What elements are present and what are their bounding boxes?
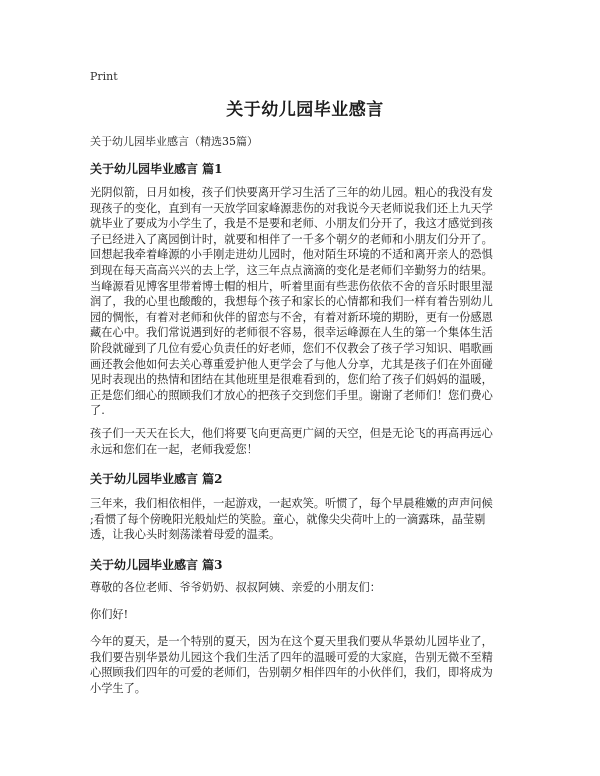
text-line: 我们要告别华景幼儿园这个我们生活了四年的温暖可爱的大家庭，告别无微不至精	[90, 650, 493, 664]
page-title: 关于幼儿园毕业感言	[226, 100, 384, 120]
text-line: ;看惯了每个傍晚阳光般灿烂的笑脸。童心，就像尖尖荷叶上的一滴露珠，晶莹剔	[90, 512, 486, 526]
paragraph	[90, 607, 520, 623]
text-line: 阶段就碰到了几位有爱心负责任的好老师，您们不仅教会了孩子学习知识、唱歌画	[90, 341, 493, 355]
text-line: 今年的夏天，是一个特别的夏天，因为在这个夏天里我们要从华景幼儿园毕业了，	[90, 635, 493, 648]
text-line: 子已经进入了离园倒计时，就要和相伴了一千多个朝夕的老师和小朋友们分开了。	[90, 232, 493, 246]
text-line: 就毕业了要成为小学生了，我是不是要和老师、小朋友们分开了，我这才感觉到孩	[90, 217, 493, 231]
text-line: 心照顾我们四年的可爱的老师们，告别朝夕相伴四年的小伙伴们，我们，即将成为	[90, 666, 493, 680]
section-heading-1: 关于幼儿园毕业感言 篇1	[90, 162, 223, 176]
section-heading-2: 关于幼儿园毕业感言 篇2	[90, 472, 223, 486]
text-line: 孩子们一天天在长大，他们将要飞向更高更广阔的天空，但是无论飞的再高再远心	[90, 427, 493, 440]
document-subtitle: 关于幼儿园毕业感言（精选35篇）	[90, 135, 258, 148]
text-line: 园的惆怅，有着对老师和伙伴的留恋与不舍，有着对新环境的期盼，更有一份感恩	[90, 310, 493, 324]
text-line: 回想起我牵着峰源的小手刚走进幼儿园时，他对陌生环境的不适和离开亲人的恐惧	[90, 248, 493, 262]
print-link[interactable]: Print	[90, 70, 118, 83]
section-heading-3: 关于幼儿园毕业感言 篇3	[90, 558, 223, 572]
text-line: 画还教会他如何去关心尊重爱护他人更学会了与他人分享，尤其是孩子们在外面碰	[90, 357, 493, 371]
paragraph	[90, 426, 520, 457]
paragraph	[90, 185, 520, 419]
text-line: 永远和您们在一起，老师我爱您！	[90, 442, 258, 456]
text-line: 藏在心中。我们常说遇到好的老师很不容易，很幸运峰源在人生的第一个集体生活	[90, 326, 493, 340]
paragraph	[90, 634, 520, 696]
text-line: 小学生了。	[90, 681, 146, 695]
text-line: 光阴似箭，日月如梭，孩子们快要离开学习生活了三年的幼儿园。粗心的我没有发	[90, 186, 493, 199]
paragraph	[90, 496, 520, 543]
text-line: 尊敬的各位老师、爷爷奶奶、叔叔阿姨、亲爱的小朋友们：	[90, 581, 381, 594]
text-line: 润了，我的心里也酸酸的，我想每个孩子和家长的心情都和我们一样有着告别幼儿	[90, 295, 493, 309]
text-line: 了.	[90, 404, 105, 418]
paragraph	[90, 580, 520, 596]
text-line: 到现在每天高高兴兴的去上学，这三年点点滴滴的变化是老师们辛勤努力的结果。	[90, 263, 493, 277]
text-line: 见时表现出的热情和团结在其他班里是很难看到的，您们给了孩子们妈妈的温暖，	[90, 373, 493, 387]
text-line: 你们好!	[90, 608, 129, 621]
text-line: 透，让我心头时刻荡漾着母爱的温柔。	[90, 528, 281, 542]
text-line: 当峰源看见博客里带着博士帽的相片，听着里面有些悲伤依依不舍的音乐时眼里湿	[90, 279, 493, 293]
text-line: 三年来，我们相依相伴，一起游戏，一起欢笑。听惯了，每个早晨稚嫩的声声问候	[90, 497, 493, 510]
text-line: 正是您们细心的照顾我们才放心的把孩子交到您们手里。谢谢了老师们！您们费心	[90, 388, 493, 402]
text-line: 现孩子的变化，直到有一天放学回家峰源悲伤的对我说今天老师说我们还上九天学	[90, 201, 493, 215]
